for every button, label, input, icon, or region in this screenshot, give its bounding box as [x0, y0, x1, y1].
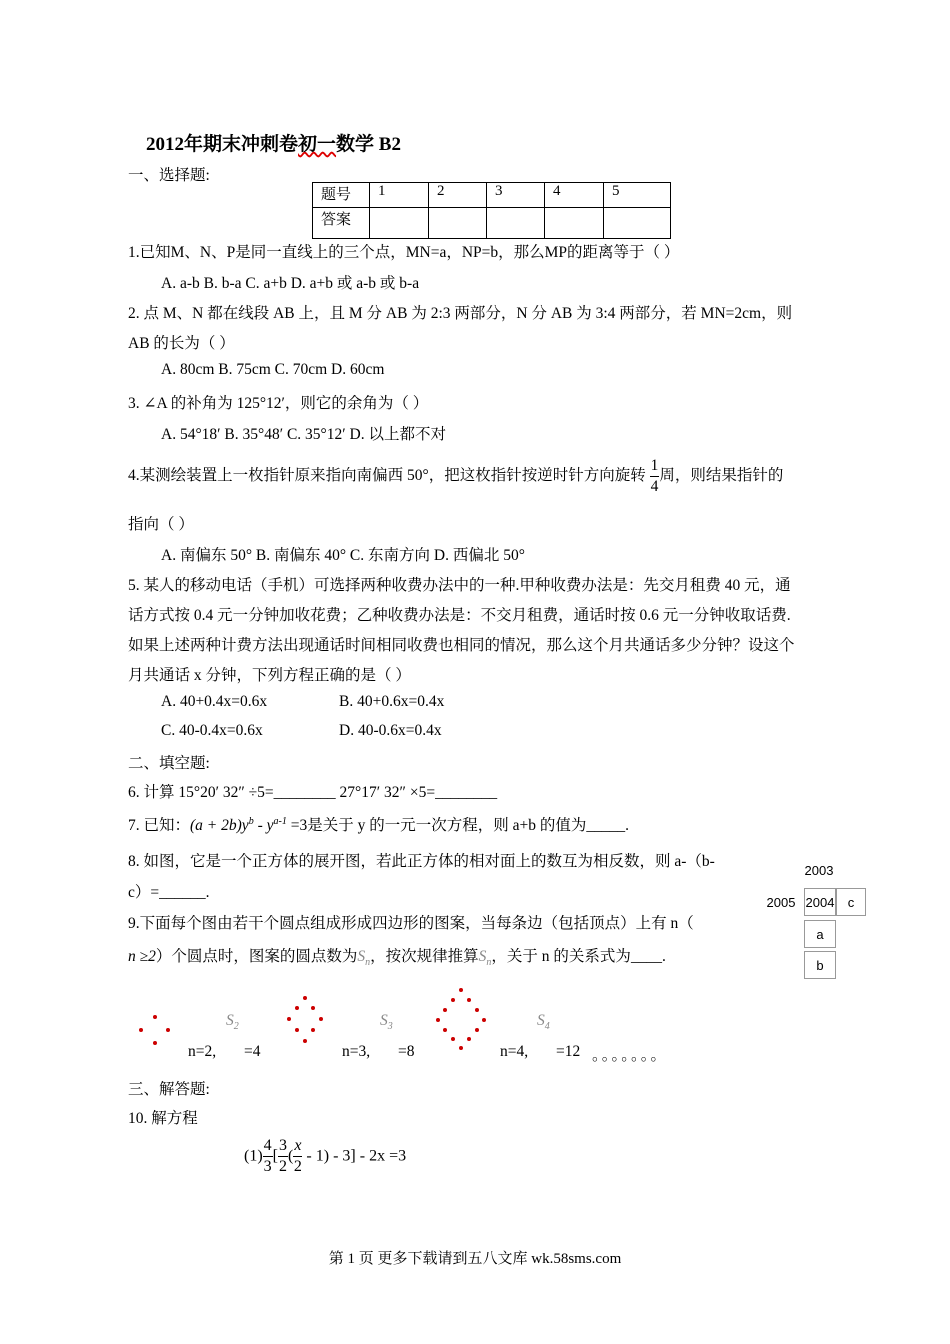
question-2-line: 2. 点 M、N 都在线段 AB 上，且 M 分 AB 为 2:3 两部分，N 分 AB 为 3:4 两部分，若 MN=2cm，则 [128, 305, 793, 322]
question-8-text: c）= [128, 884, 160, 901]
fraction-denominator: 4 [650, 477, 659, 495]
pattern-dot [482, 1018, 486, 1022]
cube-face-center: 2004 [804, 888, 836, 916]
condition-expression: n ≥2 [128, 948, 156, 965]
cube-face-left: 2005 [766, 894, 796, 910]
question-3-stem: 3. ∠A 的补角为 125°12′，则它的余角为（ ） [128, 395, 429, 412]
title-part: 2012年期末冲刺卷 [146, 134, 299, 155]
pattern-dot [459, 1046, 463, 1050]
pattern-dot [153, 1015, 157, 1019]
pattern-dot [139, 1028, 143, 1032]
table-number-cell: 2 [429, 183, 487, 208]
ellipsis: 。。。。。。。 [592, 1047, 669, 1064]
s-n-symbol: S [357, 948, 366, 965]
table-number-cell: 4 [545, 183, 604, 208]
question-10-stem: 10. 解方程 [128, 1110, 198, 1127]
pattern-n-text: n=3, [342, 1043, 371, 1060]
pattern-dot [443, 1028, 447, 1032]
pattern-dot [459, 988, 463, 992]
cube-face-right: c [836, 888, 866, 916]
quarter-fraction [650, 458, 660, 494]
answer-blank[interactable]: ____ [630, 948, 662, 965]
fraction-numerator: 3 [278, 1138, 288, 1157]
question-5-line: 话方式按 0.4 元一分钟加收花费；乙种收费办法是：不交月租费，通话时按 0.6 元一分钟收取话费. [128, 607, 791, 624]
question-9-line: 9.下面每个图由若干个圆点组成形成四边形的图案，当每条边（包括顶点）上有 n（ [128, 915, 694, 932]
equation-term: [ [272, 1147, 278, 1165]
table-number-cell: 3 [487, 183, 545, 208]
section-fill-heading: 二、填空题: [128, 755, 210, 772]
pattern-dot [303, 996, 307, 1000]
fraction-denominator: 2 [293, 1158, 302, 1175]
subscript: 4 [544, 1021, 550, 1033]
pattern-s-label [226, 1012, 239, 1032]
section-solve-heading: 三、解答题: [128, 1081, 210, 1098]
pattern-n-text: n=2, [188, 1043, 217, 1060]
question-7-text: . [625, 817, 629, 834]
section-choice-heading: 一、选择题: [128, 167, 210, 184]
table-answer-cell[interactable] [604, 208, 671, 239]
title-part-underlined: 初一 [298, 134, 337, 155]
subscript: n [486, 957, 492, 969]
pattern-dot [295, 1006, 299, 1010]
fraction [278, 1138, 288, 1175]
pattern-s-label [380, 1012, 393, 1032]
s-symbol: S [226, 1012, 234, 1029]
cube-face-below-2: b [804, 951, 836, 979]
fraction [263, 1138, 273, 1175]
page-title [146, 129, 401, 156]
subscript: 2 [233, 1021, 239, 1033]
question-3-options: A. 54°18′ B. 35°48′ C. 35°12′ D. 以上都不对 [161, 426, 446, 443]
question-4-line [128, 454, 783, 498]
pattern-dot [319, 1017, 323, 1021]
s-n-symbol: S [478, 948, 487, 965]
question-8-text: . [205, 884, 210, 901]
question-5-line: 5. 某人的移动电话（手机）可选择两种收费办法中的一种.甲种收费办法是：先交月租费 40 元，通 [128, 577, 791, 594]
pattern-dot [295, 1028, 299, 1032]
s-symbol: S [537, 1012, 545, 1029]
question-7-text: 是关于 y 的一元一次方程，则 a+b 的值为 [307, 817, 587, 834]
question-6-line [128, 780, 497, 802]
cube-face-top: 2003 [804, 862, 834, 878]
equation-term: =3 [286, 817, 308, 834]
subscript: 3 [387, 1021, 393, 1033]
equation-term: ( [287, 1147, 294, 1165]
question-9-text: ，按次规律推算 [370, 948, 479, 965]
pattern-dot [451, 998, 455, 1002]
question-5-option-c: C. 40-0.4x=0.6x [161, 722, 263, 739]
equation-term: - 1) - 3] - 2x =3 [302, 1147, 407, 1165]
question-8-line: 8. 如图，它是一个正方体的展开图，若此正方体的相对面上的数互为相反数，则 a-（b- [128, 853, 715, 870]
table-header-label: 题号 [313, 183, 370, 208]
pattern-value: =4 [244, 1043, 261, 1060]
question-10-equation [244, 1138, 406, 1175]
pattern-value: =8 [398, 1043, 415, 1060]
question-4-text: 4.某测绘装置上一枚指针原来指向南偏西 50°，把这枚指针按逆时针方向旋转 [128, 467, 646, 484]
table-number-cell: 5 [604, 183, 671, 208]
pattern-dot [467, 1037, 471, 1041]
fraction-numerator: 4 [263, 1138, 273, 1157]
question-5-option-a: A. 40+0.4x=0.6x [161, 693, 268, 710]
pattern-dot [303, 1039, 307, 1043]
question-8-line [128, 880, 210, 902]
pattern-dot [451, 1037, 455, 1041]
question-9-text: ，关于 n 的关系式为 [491, 948, 631, 965]
page-footer: 第 1 页 更多下载请到五八文库 wk.58sms.com [328, 1251, 622, 1267]
title-part: 数学 B2 [336, 134, 401, 155]
pattern-n-text: n=4, [500, 1043, 529, 1060]
pattern-dot [467, 998, 471, 1002]
pattern-s-label [537, 1012, 550, 1032]
answer-blank[interactable]: ________ [435, 784, 498, 801]
equation-label: (1) [244, 1147, 263, 1165]
question-1-options: A. a-b B. b-a C. a+b D. a+b 或 a-b 或 b-a [161, 275, 420, 292]
table-answer-label: 答案 [313, 208, 370, 239]
pattern-dot [475, 1008, 479, 1012]
fraction-numerator: 1 [650, 458, 660, 477]
question-9-text: ）个圆点时，图案的圆点数为 [155, 948, 358, 965]
fraction-denominator: 3 [263, 1158, 272, 1175]
exponent: b [248, 815, 254, 827]
pattern-dot [153, 1041, 157, 1045]
pattern-dot [443, 1008, 447, 1012]
answer-table [312, 182, 671, 239]
question-4-options: A. 南偏东 50° B. 南偏东 40° C. 东南方向 D. 西偏北 50° [161, 547, 525, 564]
question-5-line: 月共通话 x 分钟，下列方程正确的是（ ） [128, 667, 411, 684]
answer-blank[interactable]: ________ [273, 784, 336, 801]
pattern-dot [436, 1018, 440, 1022]
equation-term: - y [253, 817, 274, 834]
pattern-dot [311, 1028, 315, 1032]
exponent: a-1 [273, 815, 287, 827]
fraction-numerator: x [293, 1138, 302, 1157]
question-2-options: A. 80cm B. 75cm C. 70cm D. 60cm [161, 361, 385, 378]
pattern-dot [287, 1017, 291, 1021]
pattern-dot [311, 1006, 315, 1010]
table-answer-cell[interactable] [429, 208, 487, 239]
table-answer-cell[interactable] [370, 208, 429, 239]
table-answer-cell[interactable] [545, 208, 604, 239]
question-2-line: AB 的长为（ ） [128, 335, 235, 352]
question-6-text: 6. 计算 15°20′ 32″ ÷5= [128, 784, 274, 801]
cube-face-below-1: a [804, 920, 836, 948]
question-5-option-d: D. 40-0.6x=0.4x [339, 722, 442, 739]
question-5-option-b: B. 40+0.6x=0.4x [339, 693, 445, 710]
subscript: n [365, 957, 371, 969]
question-7-text: 7. 已知： [128, 817, 191, 834]
question-7-line [128, 813, 629, 835]
question-4-line: 指向（ ） [128, 516, 194, 533]
answer-blank[interactable]: ______ [159, 884, 206, 901]
question-9-line [128, 944, 666, 968]
equation-term: (a + 2b)y [190, 817, 249, 834]
table-answer-cell[interactable] [487, 208, 545, 239]
pattern-dot [475, 1028, 479, 1032]
question-5-line: 如果上述两种计费方法出现通话时间相同收费也相同的情况，那么这个月共通话多少分钟？设这个 [128, 637, 795, 654]
fraction-denominator: 2 [278, 1158, 287, 1175]
answer-blank[interactable]: _____ [586, 817, 626, 834]
pattern-dot [166, 1028, 170, 1032]
question-6-text: 27°17′ 32″ ×5= [335, 784, 436, 801]
s-symbol: S [380, 1012, 388, 1029]
question-1-stem: 1.已知M、N、P是同一直线上的三个点，MN=a，NP=b，那么MP的距离等于（ ） [128, 244, 680, 261]
table-number-cell: 1 [370, 183, 429, 208]
question-4-text: 周，则结果指针的 [659, 467, 784, 484]
question-9-text: . [661, 948, 666, 965]
pattern-value: =12 [556, 1043, 581, 1060]
